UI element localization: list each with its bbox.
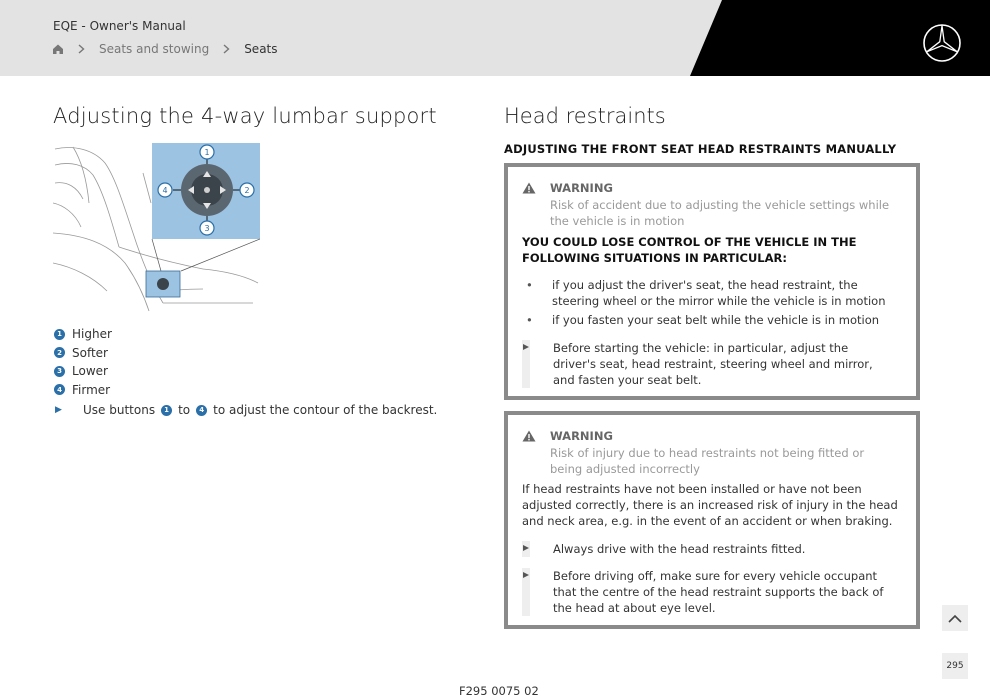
figure-callout-4 <box>158 183 172 197</box>
figure-callout-3 <box>200 221 214 235</box>
instruction-step <box>55 403 437 417</box>
legend-item <box>54 325 112 344</box>
instruction-suffix: to adjust the contour of the backrest. <box>213 403 438 417</box>
chevron-right-icon <box>78 44 85 54</box>
scroll-to-top-button[interactable] <box>942 605 968 631</box>
legend-label: Firmer <box>72 382 111 397</box>
figure-callout-2 <box>240 183 254 197</box>
warning-text: If head restraints have not been installed or have not been adjusted correctly, there is an increased risk of injury in the head and neck area, e.g. in the event of an accident or when braking. <box>522 482 898 528</box>
bullet-text: if you adjust the driver's seat, the head restraint, the steering wheel or the mirror while the vehicle is in motion <box>552 278 886 308</box>
seat-illustration <box>53 143 260 312</box>
mercedes-star-logo <box>922 23 962 63</box>
svg-text:4: 4 <box>162 186 168 195</box>
figure-legend <box>54 325 112 399</box>
page-number: 295 <box>946 661 964 671</box>
breadcrumb-current: Seats <box>244 42 278 56</box>
bullet-dot-icon: • <box>526 313 533 327</box>
step-arrow-icon: ▶ <box>55 405 62 415</box>
bullet-text: if you fasten your seat belt while the vehicle is in motion <box>552 313 880 327</box>
svg-text:1: 1 <box>204 148 210 157</box>
warning-header <box>522 181 613 195</box>
number-badge: 4 <box>196 405 207 416</box>
legend-label: Lower <box>72 364 108 379</box>
number-badge: 4 <box>54 384 65 395</box>
number-badge: 2 <box>54 347 65 358</box>
subheading: ADJUSTING THE FRONT SEAT HEAD RESTRAINTS MANUALLY <box>504 142 897 156</box>
warning-step <box>522 568 892 616</box>
section-title-head-restraints: Head restraints <box>504 104 666 128</box>
step-arrow-icon <box>522 340 530 388</box>
number-badge: 3 <box>54 366 65 377</box>
warning-triangle-icon <box>522 182 536 194</box>
instruction-prefix: Use buttons <box>83 403 156 417</box>
svg-text:3: 3 <box>204 224 210 233</box>
warning-label: WARNING <box>550 181 613 195</box>
lumbar-support-figure <box>53 143 260 312</box>
warning-triangle-icon <box>522 430 536 442</box>
step-text: Before starting the vehicle: in particular, adjust the driver's seat, head restraint, steering wheel and mirror, and fasten your seat belt. <box>553 341 873 387</box>
breadcrumb-link-seats-and-stowing[interactable]: Seats and stowing <box>99 42 210 56</box>
manual-title: EQE - Owner's Manual <box>53 19 186 33</box>
warning-box-injury <box>504 411 920 629</box>
page-number-button[interactable] <box>942 653 968 679</box>
warning-label: WARNING <box>550 429 613 443</box>
number-badge: 1 <box>54 329 65 340</box>
legend-item <box>54 344 112 363</box>
warning-header <box>522 429 613 443</box>
warning-subtitle: Risk of accident due to adjusting the vehicle settings while the vehicle is in motion <box>550 198 890 228</box>
legend-label: Higher <box>72 327 112 342</box>
instruction-middle: to <box>178 403 191 417</box>
legend-item <box>54 381 112 400</box>
step-text: Before driving off, make sure for every vehicle occupant that the centre of the head restraint supports the back of the head at about eye level. <box>553 569 884 615</box>
section-title-lumbar-support: Adjusting the 4-way lumbar support <box>53 104 437 128</box>
warning-bullet <box>522 277 892 309</box>
step-arrow-icon <box>522 541 530 557</box>
legend-label: Softer <box>72 345 108 360</box>
chevron-right-icon <box>223 44 230 54</box>
breadcrumb <box>52 42 278 56</box>
figure-code: F295 0075 02 <box>459 684 539 698</box>
warning-box-accident <box>504 163 920 400</box>
step-arrow-icon <box>522 568 530 616</box>
bullet-dot-icon: • <box>526 278 533 292</box>
step-text: Always drive with the head restraints fitted. <box>553 542 806 556</box>
number-badge: 1 <box>161 405 172 416</box>
legend-item <box>54 362 112 381</box>
home-icon[interactable] <box>52 43 64 55</box>
warning-subtitle: Risk of injury due to head restraints not being fitted or being adjusted incorrectly <box>550 446 865 476</box>
warning-bullet <box>522 312 892 328</box>
svg-text:2: 2 <box>244 186 250 195</box>
warning-emphasis: YOU COULD LOSE CONTROL OF THE VEHICLE IN THE FOLLOWING SITUATIONS IN PARTICULAR: <box>522 235 857 265</box>
chevron-up-icon <box>948 614 962 623</box>
warning-step <box>522 340 892 388</box>
figure-callout-1 <box>200 145 214 159</box>
warning-step <box>522 541 892 557</box>
